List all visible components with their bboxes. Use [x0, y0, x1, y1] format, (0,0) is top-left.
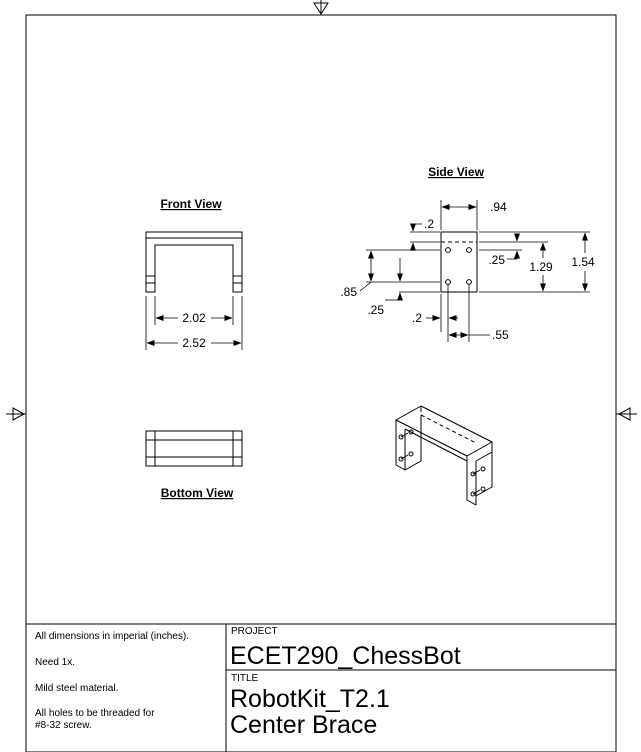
side-total-height-label: 1.54	[571, 255, 595, 269]
project-name: ECET290_ChessBot	[230, 642, 461, 670]
center-mark-right	[616, 408, 637, 420]
bottom-view-title: Bottom View	[160, 486, 234, 500]
project-label: PROJECT	[231, 626, 278, 637]
side-dimensions	[360, 200, 590, 342]
side-inner-height-label: 1.29	[529, 260, 553, 274]
side-hole-left-label: .2	[411, 311, 423, 325]
isometric-view	[396, 406, 492, 505]
side-width-bottom-label: .55	[492, 328, 509, 342]
title-label: TITLE	[231, 673, 259, 684]
side-view-title: Side View	[428, 165, 484, 179]
note-material: Mild steel material.	[35, 683, 119, 694]
title-line-1: RobotKit_T2.1	[230, 685, 390, 713]
front-outer-width-label: 2.52	[182, 336, 206, 350]
title-line-2: Center Brace	[230, 711, 378, 739]
side-hole-bottom-label: .25	[367, 303, 384, 317]
side-hole-vert-label: .25	[488, 253, 505, 267]
center-mark-top	[314, 0, 328, 15]
front-view-title: Front View	[160, 197, 222, 211]
side-hole-top-label: .2	[424, 217, 435, 231]
note-dimensions: All dimensions in imperial (inches).	[35, 631, 189, 642]
bottom-view-outline	[146, 431, 242, 466]
front-view-outline	[146, 232, 242, 292]
side-view-holes	[446, 248, 472, 285]
note-quantity: Need 1x.	[35, 657, 76, 668]
center-mark-left	[6, 408, 26, 420]
side-top-width-label: .94	[490, 200, 507, 214]
note-threading: All holes to be threaded for #8-32 screw.	[35, 708, 155, 731]
side-hole-spacing-label: .85	[340, 285, 357, 299]
front-inner-width-label: 2.02	[182, 311, 206, 325]
